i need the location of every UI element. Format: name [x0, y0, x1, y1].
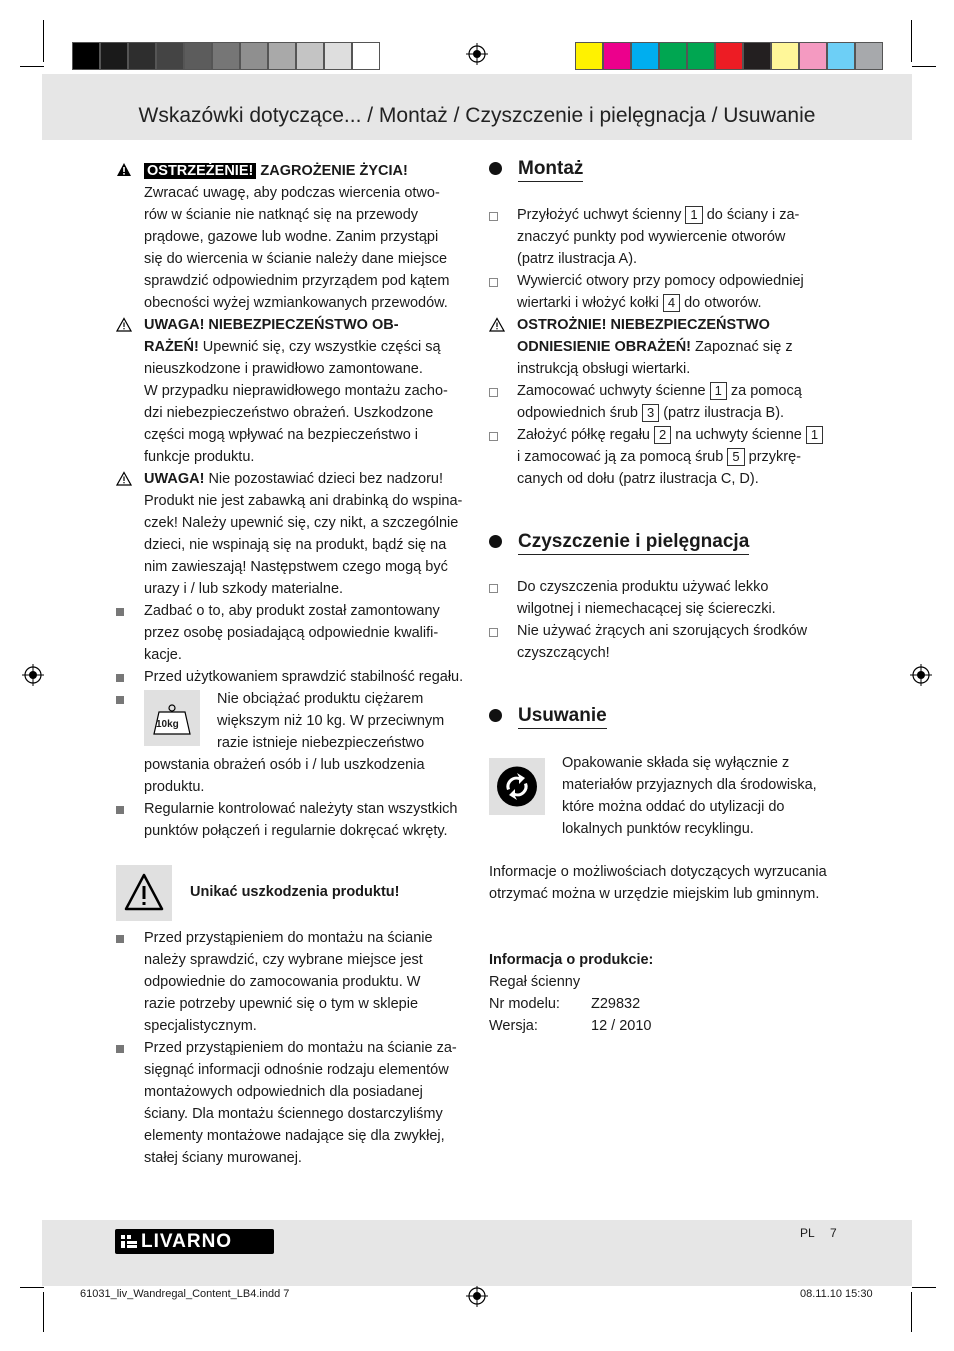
text-line: się do wiercenia w ścianie należy dane miejsce: [144, 251, 448, 267]
color-swatch: [72, 42, 100, 70]
text-line: Do czyszczenia produktu używać lekko: [517, 579, 769, 595]
caution-triangle-icon: [116, 317, 132, 332]
text-line: Przed użytkowaniem sprawdzić stabilność regału.: [144, 669, 464, 685]
text-span: Zapoznać się z: [691, 339, 793, 355]
section-title: Usuwanie: [518, 705, 607, 729]
color-swatch: [575, 42, 603, 70]
left-column: [144, 160, 474, 842]
crop-mark: [912, 66, 936, 67]
list-item: [144, 688, 474, 798]
text-line: Nie pozostawiać dzieci bez nadzoru!: [204, 471, 443, 487]
checkbox-bullet-icon: [489, 628, 498, 637]
text-line: otrzymać można w urzędzie miejskim lub gminnym.: [489, 886, 820, 902]
montaz-list: [517, 204, 847, 490]
text-span: przykrę-: [748, 449, 801, 465]
text-line: prądowe, gazowe lub wodne. Zanim przystąpi: [144, 229, 439, 245]
part-number: 2: [654, 426, 671, 444]
list-item: [517, 424, 847, 490]
notice-title: Unikać uszkodzenia produktu!: [190, 884, 400, 900]
color-swatch: [100, 42, 128, 70]
caution-triangle-icon: [489, 317, 505, 332]
text-line: Przed przystąpieniem do montażu na ścianie za-: [144, 1040, 457, 1056]
text-line: Nie używać żrących ani szorujących środków: [517, 623, 808, 639]
crop-mark: [911, 20, 912, 62]
text-line: większym niż 10 kg. W przeciwnym: [217, 713, 445, 729]
text-line: Zwracać uwagę, aby podczas wiercenia otwo-: [144, 185, 440, 201]
text-line: rów w ścianie nie natknąć się na przewody: [144, 207, 419, 223]
crop-mark: [43, 20, 44, 62]
crop-mark: [912, 1287, 936, 1288]
caution-block: [517, 314, 847, 380]
color-swatch: [296, 42, 324, 70]
registration-mark-icon: [22, 664, 44, 686]
square-bullet-icon: [116, 674, 124, 682]
color-swatch: [212, 42, 240, 70]
color-swatch: [855, 42, 883, 70]
text-span: odpowiednich śrub: [517, 405, 638, 421]
square-bullet-icon: [116, 935, 124, 943]
uwaga-title: UWAGA! NIEBEZPIECZEŃSTWO OB-: [144, 317, 399, 333]
caution-title: OSTROŻNIE! NIEBEZPIECZEŃSTWO: [517, 317, 770, 333]
text-line: lokalnych punktów recyklingu.: [562, 821, 754, 837]
text-line: sięgnąć informacji odnośnie rodzaju elementów: [144, 1062, 449, 1078]
version-value: 12 / 2010: [591, 1018, 652, 1034]
brand-name: LIVARNO: [141, 1231, 233, 1252]
product-name: Regał ścienny: [489, 974, 581, 990]
text-line: Produkt nie jest zabawką ani drabinką do wspina-: [144, 493, 463, 509]
uwaga-children-block: [144, 468, 474, 600]
left-column-lower: [144, 927, 474, 1169]
text-line: znaczyć punkty pod wywiercenie otworów: [517, 229, 786, 245]
text-span: Przyłożyć uchwyt ścienny: [517, 207, 682, 223]
text-line: Przed przystąpieniem do montażu na ścianie: [144, 930, 433, 946]
color-swatch: [128, 42, 156, 70]
text-line: kacje.: [144, 647, 182, 663]
text-line: razie istnieje niebezpieczeństwo: [217, 735, 425, 751]
text-line: Zadbać o to, aby produkt został zamontowany: [144, 603, 440, 619]
text-span: do otworów.: [684, 295, 762, 311]
bullet-dot-icon: [489, 162, 502, 175]
text-line: stałej ściany murowanej.: [144, 1150, 302, 1166]
crop-mark: [43, 1292, 44, 1332]
color-swatch: [240, 42, 268, 70]
list-item: [517, 380, 847, 424]
checkbox-bullet-icon: [489, 278, 498, 287]
bullet-dot-icon: [489, 709, 502, 722]
weight-label: 10kg: [156, 719, 179, 730]
text-line: Informacje o możliwościach dotyczących wyrzucania: [489, 864, 827, 880]
text-line: produktu.: [144, 779, 205, 795]
text-line: należy sprawdzić, czy wybrane miejsce jest: [144, 952, 423, 968]
indd-filename: 61031_liv_Wandregal_Content_LB4.indd 7: [80, 1288, 290, 1300]
product-info-heading: Informacja o produkcie:: [489, 952, 654, 968]
text-line: obecności wyżej wzmiankowanych przewodów.: [144, 295, 448, 311]
checkbox-bullet-icon: [489, 584, 498, 593]
text-span: na uchwyty ścienne: [675, 427, 802, 443]
weight-limit-icon: [144, 690, 200, 746]
text-line: czek! Należy upewnić się, czy nikt, a szczególnie: [144, 515, 459, 531]
color-swatch: [715, 42, 743, 70]
model-value: Z29832: [591, 996, 641, 1012]
list-item: [517, 576, 847, 620]
square-bullet-icon: [116, 806, 124, 814]
color-swatch: [631, 42, 659, 70]
color-swatch: [352, 42, 380, 70]
list-item: [144, 600, 474, 666]
part-number: 1: [806, 426, 823, 444]
color-swatch: [827, 42, 855, 70]
list-item: [517, 620, 847, 664]
text-line: Nie obciążać produktu ciężarem: [217, 691, 424, 707]
text-span: (patrz ilustracja B).: [663, 405, 785, 421]
text-line: dzieci, nie wspinają się na produkt, bądź się na: [144, 537, 447, 553]
livarno-logo-icon: [121, 1235, 137, 1248]
warning-badge: OSTRZEŻENIE!: [144, 163, 256, 179]
text-span: Zamocować uchwyty ścienne: [517, 383, 706, 399]
crop-mark: [20, 66, 44, 67]
color-swatch: [324, 42, 352, 70]
text-line: powstania obrażeń osób i / lub uszkodzenia: [144, 757, 425, 773]
disposal-info: [489, 861, 869, 905]
text-line: dzi niebezpieczeństwo obrażeń. Uszkodzone: [144, 405, 434, 421]
text-line: W przypadku nieprawidłowego montażu zacho-: [144, 383, 448, 399]
text-span: za pomocą: [730, 383, 802, 399]
bullet-dot-icon: [489, 535, 502, 548]
text-line: wilgotnej i niemechacącej się ściereczki.: [517, 601, 776, 617]
checkbox-bullet-icon: [489, 432, 498, 441]
warning-block: [144, 160, 474, 314]
text-line: Wywiercić otwory przy pomocy odpowiedniej: [517, 273, 804, 289]
text-line: elementy montażowe nadające się dla zwykłej,: [144, 1128, 445, 1144]
text-line: odpowiednie do zamocowania produktu. W: [144, 974, 421, 990]
warning-triangle-icon: [116, 162, 132, 177]
color-swatch: [799, 42, 827, 70]
section-title: Montaż: [518, 158, 583, 182]
warning-text: [144, 182, 474, 314]
text-span: i zamocować ją za pomocą śrub: [517, 449, 724, 465]
uwaga-title-cont: RAŻEŃ!: [144, 339, 199, 355]
color-swatch: [687, 42, 715, 70]
text-line: canych od dołu (patrz ilustracja C, D).: [517, 471, 759, 487]
version-label: Wersja:: [489, 1018, 538, 1034]
checkbox-bullet-icon: [489, 388, 498, 397]
text-line: urazy i / lub szkody materialne.: [144, 581, 344, 597]
checkbox-bullet-icon: [489, 212, 498, 221]
text-line: które można oddać do utylizacji do: [562, 799, 785, 815]
page-language: PL: [800, 1226, 815, 1240]
list-item: [144, 666, 474, 688]
list-item: [144, 1037, 474, 1169]
page-number: 7: [830, 1226, 837, 1240]
text-span: Założyć półkę regału: [517, 427, 650, 443]
part-number: 3: [642, 404, 659, 422]
list-item: [144, 798, 474, 842]
color-swatch: [659, 42, 687, 70]
text-line: montażowych odpowiednich dla posiadanej: [144, 1084, 423, 1100]
text-line: instrukcją obsługi wiertarki.: [517, 361, 691, 377]
text-span: wiertarki i włożyć kołki: [517, 295, 659, 311]
text-line: funkcje produktu.: [144, 449, 255, 465]
warning-triangle-icon: [116, 865, 172, 921]
text-line: Regularnie kontrolować należyty stan wszystkich: [144, 801, 458, 817]
registration-mark-icon: [910, 664, 932, 686]
text-line: sprawdzić odpowiednim przyrządem pod kątem: [144, 273, 450, 289]
livarno-logo: [115, 1229, 274, 1254]
weight-text: [217, 688, 444, 754]
warning-title: ZAGROŻENIE ŻYCIA!: [260, 163, 408, 179]
color-swatch: [268, 42, 296, 70]
list-item: [517, 270, 847, 314]
color-swatch: [156, 42, 184, 70]
uwaga-electric-block: [144, 314, 474, 468]
text-line: materiałów przyjaznych dla środowiska,: [562, 777, 817, 793]
notice-icon-box: [116, 865, 172, 921]
text-span: do ściany i za-: [706, 207, 800, 223]
registration-mark-icon: [466, 43, 488, 65]
square-bullet-icon: [116, 608, 124, 616]
part-number: 1: [685, 206, 702, 224]
square-bullet-icon: [116, 696, 124, 704]
list-item: [144, 927, 474, 1037]
part-number: 5: [727, 448, 744, 466]
recycling-icon: [489, 758, 545, 815]
part-number: 1: [710, 382, 727, 400]
text-line: nim zawieszają! Następstwem czego mogą być: [144, 559, 448, 575]
text-line: Upewnić się, czy wszystkie części są: [198, 339, 441, 355]
section-title: Czyszczenie i pielęgnacja: [518, 531, 749, 555]
text-line: czyszczących!: [517, 645, 610, 661]
crop-mark: [911, 1292, 912, 1332]
text-line: (patrz ilustracja A).: [517, 251, 638, 267]
text-line: części mogą wpływać na bezpieczeństwo i: [144, 427, 419, 443]
list-item: [517, 204, 847, 270]
color-swatch: [603, 42, 631, 70]
caution-title-cont: ODNIESIENIE OBRAŻEŃ!: [517, 339, 692, 355]
text-line: nieuszkodzone i prawidłowo zamontowane.: [144, 361, 423, 377]
weight-text-cont: [144, 754, 425, 798]
uwaga-title: UWAGA!: [144, 471, 205, 487]
usuwanie-text: [562, 752, 862, 840]
product-info: [489, 949, 869, 1037]
text-line: razie potrzeby upewnić się o tym w sklepie: [144, 996, 419, 1012]
model-label: Nr modelu:: [489, 996, 560, 1012]
text-line: ściany. Dla montażu ściennego dostarczyliśmy: [144, 1106, 443, 1122]
color-swatch: [743, 42, 771, 70]
crop-mark: [20, 1287, 44, 1288]
page-title: Wskazówki dotyczące... / Montaż / Czyszczenie i pielęgnacja / Usuwanie: [138, 104, 816, 127]
color-swatch: [771, 42, 799, 70]
part-number: 4: [663, 294, 680, 312]
print-date: 08.11.10 15:30: [800, 1288, 873, 1300]
text-line: Opakowanie składa się wyłącznie z: [562, 755, 790, 771]
caution-triangle-icon: [116, 471, 132, 486]
registration-mark-icon: [466, 1285, 488, 1307]
text-line: punktów połączeń i regularnie dokręcać wkręty.: [144, 823, 448, 839]
czyszczenie-list: [517, 576, 847, 664]
text-line: specjalistycznym.: [144, 1018, 257, 1034]
color-swatch: [184, 42, 212, 70]
square-bullet-icon: [116, 1045, 124, 1053]
text-line: przez osobę posiadającą odpowiednie kwalifi-: [144, 625, 439, 641]
